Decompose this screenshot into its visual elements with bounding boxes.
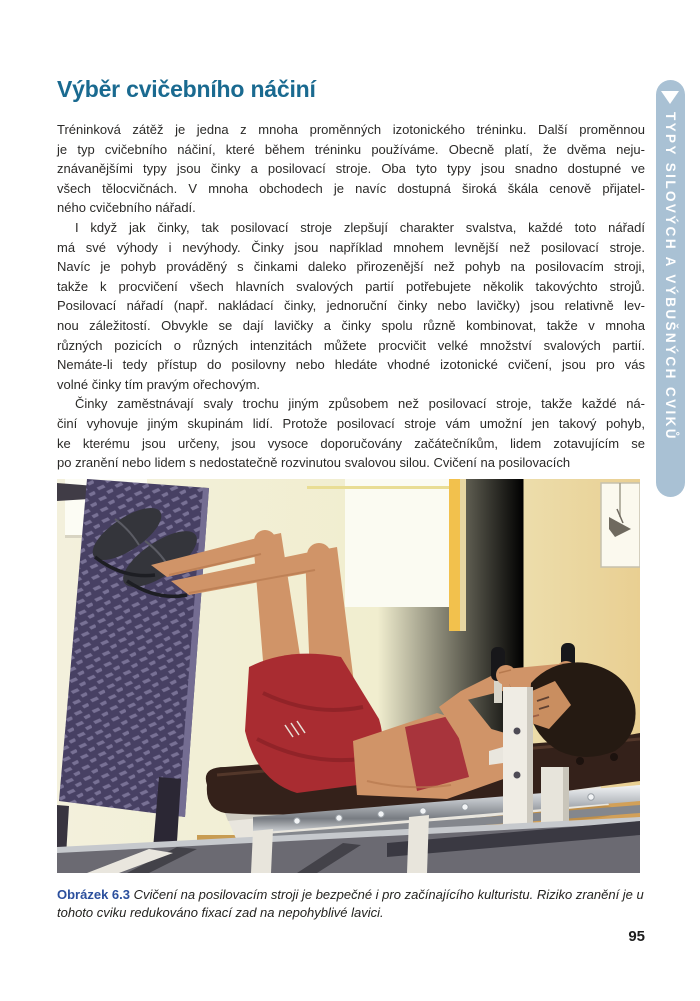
page-number: 95: [628, 928, 645, 945]
chapter-tab-label: TYPY SILOVÝCH A VÝBUŠNÝCH CVIKŮ: [663, 112, 678, 441]
paragraph: [57, 394, 645, 472]
text-line: volné činky tím pravým ořechovým.: [57, 376, 261, 392]
chapter-tab: [656, 80, 685, 497]
triangle-down-icon: [661, 91, 679, 104]
text-line: Nemáte-li tedy přístup do posilovny nebo hledáte vhodné izotonické cvičení, jsou pro vás: [57, 357, 645, 373]
text-line: různých pozicích o různých intenzitách můžete procvičit velké množství svalových partií.: [57, 337, 645, 353]
text-line: činí vyhovuje jiným skupinám lidí. Protože posilovací stroje vám umožní jen takový pohyb,: [57, 415, 645, 431]
paragraph: [57, 120, 645, 218]
paragraph: [57, 218, 645, 394]
text-line: ného cvičebního nářadí.: [57, 200, 196, 216]
leg-press-photo-illustration: [57, 479, 640, 873]
figure-photo: [57, 479, 640, 873]
text-line: ke kterému jsou určeny, jsou vysoce doporučovány začátečníkům, lidem zotavujícím se: [57, 435, 645, 451]
text-line: znávanějšími typy jsou činky a posilovací stroje. Oba tyto typy jsou snadno dostupné ve: [57, 161, 645, 177]
text-line: Tréninková zátěž je jedna z mnoha proměnných izotonického tréninku. Další proměnnou: [57, 122, 645, 137]
text-line: je typ cvičebního náčiní, které během tréninku používáme. Obecně platí, že dvěma neju-: [57, 141, 645, 157]
article-text: [57, 120, 645, 473]
figure-caption-block: [57, 886, 645, 921]
text-line: má své výhody i nevýhody. Činky jsou například mnohem levnější než posilovací stroje.: [57, 239, 645, 255]
text-line: po zranění nebo lidem s nedostatečně rozvinutou svalovou silou. Cvičení na posilovacích: [57, 455, 571, 471]
text-line: všech tělocvičnách. V mnoha obchodech je navíc dostupná široká škála cenově přijatel-: [57, 180, 645, 196]
text-line: Činky zaměstnávají svaly trochu jiným způsobem než posilovací stroje, takže každé ná-: [75, 396, 645, 412]
figure-caption: Cvičení na posilovacím stroji je bezpečné i pro začínajícího kulturistu. Riziko zranění je u tohoto cviku redukováno fixací zad na nepohyblivé lavici.: [57, 887, 644, 920]
text-line: Posilovací nářadí (např. nakládací činky, jednoruční činky nebo lavičky) jsou relativně lev-: [57, 298, 645, 314]
page-title: Výběr cvičebního náčiní: [57, 76, 316, 102]
text-line: nou záležitostí. Obvykle se dají lavičky a činky spolu různě kombinovat, takže v mnoha: [57, 317, 645, 333]
text-line: Navíc je pohyb prováděný s činkami daleko přirozenější než pohyb na posilovacím stroji,: [57, 259, 645, 275]
text-line: I když jak činky, tak posilovací stroje zlepšují charakter svalstva, každé toto nářadí: [75, 219, 645, 235]
text-line: takže k procvičení všech hlavních svalových partií potřebujete několik takovýchto strojů.: [57, 278, 645, 294]
figure-label: Obrázek 6.3: [57, 887, 130, 902]
